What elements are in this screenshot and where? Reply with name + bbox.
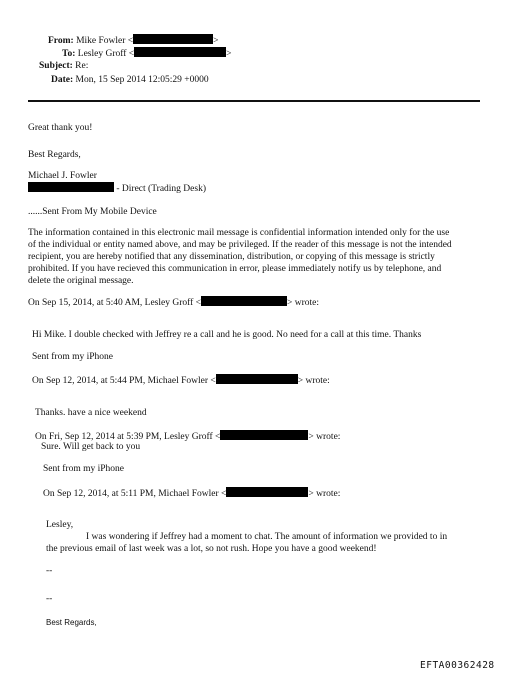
subject-row <box>39 61 88 73</box>
wrote-text: > wrote: <box>287 298 320 308</box>
to-row <box>62 47 232 61</box>
quoted-message: Hi Mike. I double checked with Jeffrey re a call and he is good. No need for a call at this time. Thanks <box>32 330 422 340</box>
redaction-bar <box>216 374 298 384</box>
signature-dash: -- <box>46 566 53 576</box>
to-close: > <box>226 49 232 59</box>
subject-label: Subject: <box>39 61 73 71</box>
quoted-regards: Best Regards, <box>46 618 97 627</box>
signer-title-row <box>28 182 206 196</box>
header-divider <box>28 100 480 102</box>
disclaimer-line: of the individual or entity named above, and may be privileged. If the reader of this message is not the intended <box>28 239 452 250</box>
greeting: Great thank you! <box>28 123 93 133</box>
redaction-bar <box>133 34 213 44</box>
signature-dash: -- <box>46 594 53 604</box>
to-label: To: <box>62 49 76 59</box>
from-close: > <box>213 36 219 46</box>
disclaimer <box>28 228 488 287</box>
redaction-bar <box>134 47 226 57</box>
date-label: Date: <box>51 75 74 85</box>
signer-name: Michael J. Fowler <box>28 171 97 181</box>
date-value: Mon, 15 Sep 2014 12:05:29 +0000 <box>75 75 209 85</box>
quote-attribution <box>43 487 340 501</box>
wrote-text: > wrote: <box>308 489 341 499</box>
redaction-bar <box>220 430 308 440</box>
regards: Best Regards, <box>28 150 81 160</box>
attribution-text: On Fri, Sep 12, 2014 at 5:39 PM, Lesley Groff < <box>35 432 221 442</box>
disclaimer-line: delete the original message. <box>28 275 134 286</box>
attribution-text: On Sep 15, 2014, at 5:40 AM, Lesley Groff < <box>28 298 201 308</box>
from-row <box>48 34 219 48</box>
quoted-message: Sure. Will get back to you <box>41 442 141 452</box>
redaction-bar <box>226 487 308 497</box>
mobile-note: ......Sent From My Mobile Device <box>28 207 157 217</box>
quoted-message-line: I was wondering if Jeffrey had a moment to chat. The amount of information we provided to in <box>86 532 448 542</box>
wrote-text: > wrote: <box>308 432 341 442</box>
disclaimer-line: The information contained in this electronic mail message is confidential information intended only for the use <box>28 228 450 238</box>
from-name: Mike Fowler < <box>76 36 134 46</box>
wrote-text: > wrote: <box>297 376 330 386</box>
disclaimer-line: prohibited. If you have recieved this communication in error, please immediately notify us by telephone, and <box>28 263 442 274</box>
bates-number: EFTA00362428 <box>420 660 495 671</box>
sent-from: Sent from my iPhone <box>43 464 125 474</box>
disclaimer-line: recipient, you are hereby notified that any dissemination, distribution, or copying of this message is strictly <box>28 251 435 262</box>
salutation: Lesley, <box>46 520 74 530</box>
redaction-bar <box>201 296 287 306</box>
attribution-text: On Sep 12, 2014, at 5:44 PM, Michael Fowler < <box>32 376 216 386</box>
subject-value: Re: <box>75 61 89 71</box>
sent-from: Sent from my iPhone <box>32 352 114 362</box>
to-name: Lesley Groff < <box>77 49 135 59</box>
redaction-bar <box>28 182 114 192</box>
quoted-message-line: the previous email of last week was a lot, so not rush. Hope you have a good weekend! <box>46 544 377 554</box>
quoted-message: Thanks. have a nice weekend <box>35 408 147 418</box>
quote-attribution <box>32 374 330 388</box>
signer-title: - Direct (Trading Desk) <box>116 184 206 194</box>
date-row <box>51 75 209 87</box>
quote-attribution <box>28 296 319 310</box>
from-label: From: <box>48 36 74 46</box>
attribution-text: On Sep 12, 2014, at 5:11 PM, Michael Fowler < <box>43 489 227 499</box>
